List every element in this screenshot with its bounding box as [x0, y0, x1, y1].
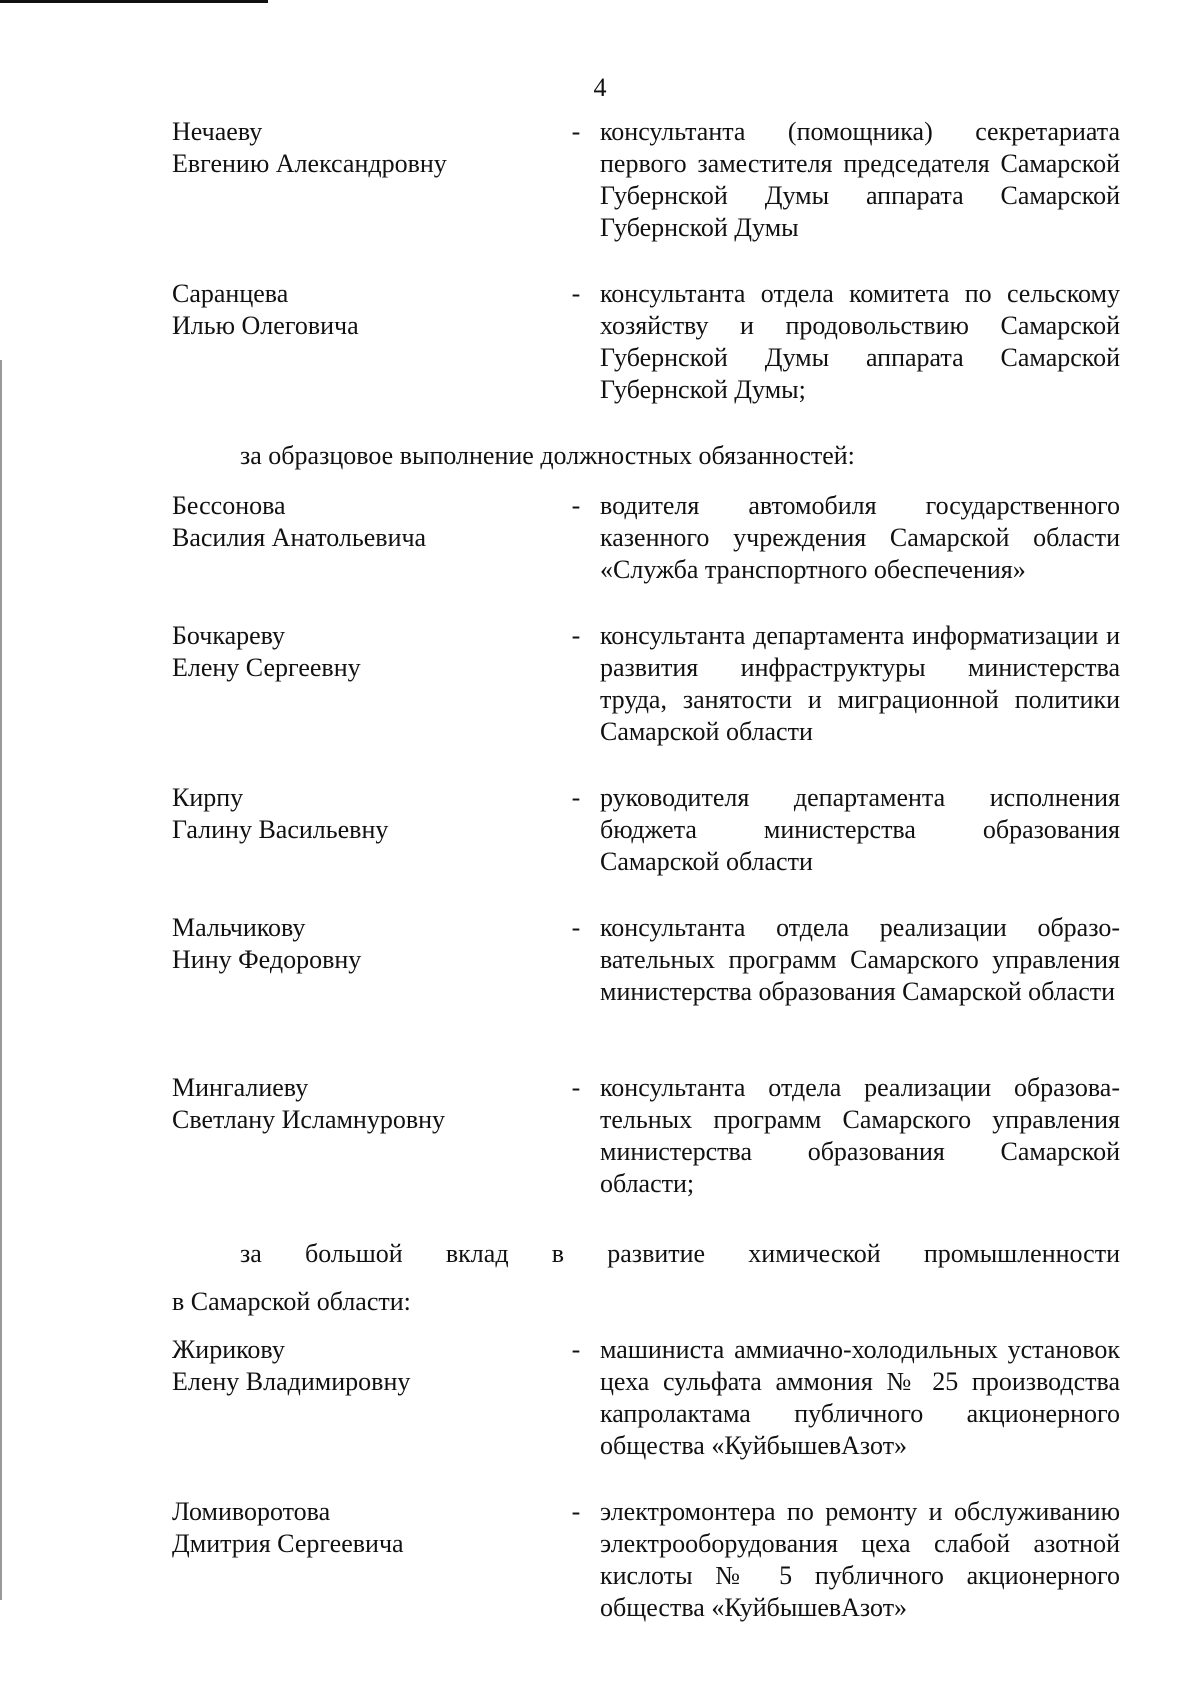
job-title: электромонтера по ремонту и обслуживанию электрооборудования цеха слабой азотной кислоты № 5 публичного акционерного общества «КуйбышевАзот» — [600, 1497, 1120, 1622]
given-names: Василия Анатольевича — [172, 523, 427, 552]
given-names: Дмитрия Сергеевича — [172, 1529, 404, 1558]
given-names: Галину Васильевну — [172, 815, 389, 844]
given-names: Светлану Исламнуровну — [172, 1105, 446, 1134]
person-name — [172, 1334, 552, 1398]
person-name — [172, 490, 552, 554]
surname: Саранцева — [172, 279, 289, 308]
job-title: руководителя департамента исполнения бюджета министерства образования Самарской области — [600, 783, 1120, 876]
entry-dash: - — [571, 783, 581, 812]
person-name — [172, 116, 552, 180]
surname: Жирикову — [172, 1335, 285, 1364]
job-title: консультанта отдела реализации образовательных программ Самарского управления министерства образования Самарской области — [600, 913, 1120, 1006]
person-name — [172, 1072, 552, 1136]
person-name — [172, 278, 552, 342]
job-title: машиниста аммиачно-холодильных установок цеха сульфата аммония № 25 производства капролактама публичного акционерного общества «КуйбышевАзот» — [600, 1335, 1120, 1460]
surname: Ломиворотова — [172, 1497, 331, 1526]
surname: Бессонова — [172, 491, 286, 520]
entry-dash: - — [571, 1335, 581, 1364]
award-category-heading: за большой вклад в развитие химической промышленности — [240, 1239, 1120, 1268]
surname: Кирпу — [172, 783, 244, 812]
surname: Нечаеву — [172, 117, 263, 146]
award-category-heading-continued: в Самарской области: — [172, 1287, 411, 1316]
job-title: водителя автомобиля государственного казенного учреждения Самарской области «Служба транспортного обеспечения» — [600, 491, 1120, 584]
person-name — [172, 1496, 552, 1560]
surname: Бочкареву — [172, 621, 286, 650]
entry-dash: - — [571, 621, 581, 650]
entry-dash: - — [571, 279, 581, 308]
entry-dash: - — [571, 117, 581, 146]
job-title: консультанта отдела комитета по сельскому хозяйству и продовольствию Самарской Губернской Думы аппарата Самарской Губернской Думы; — [600, 279, 1120, 404]
entry-dash: - — [571, 913, 581, 942]
given-names: Елену Владимировну — [172, 1367, 411, 1396]
left-border-line — [0, 360, 2, 1600]
award-category-heading: за образцовое выполнение должностных обязанностей: — [240, 441, 855, 470]
surname: Мальчикову — [172, 913, 306, 942]
job-title: консультанта (помощника) секретариата первого заместителя председателя Самарской Губернской Думы аппарата Самарской Губернской Думы — [600, 117, 1120, 242]
entry-dash: - — [571, 1497, 581, 1526]
given-names: Нину Федоровну — [172, 945, 362, 974]
entry-dash: - — [571, 1073, 581, 1102]
given-names: Елену Сергеевну — [172, 653, 361, 682]
person-name — [172, 782, 552, 846]
given-names: Евгению Александровну — [172, 149, 447, 178]
surname: Мингалиеву — [172, 1073, 309, 1102]
person-name — [172, 912, 552, 976]
person-name — [172, 620, 552, 684]
job-title: консультанта департамента информатизации и развития инфраструктуры министерства труда, занятости и миграционной политики Самарской области — [600, 621, 1120, 746]
entry-dash: - — [571, 491, 581, 520]
page-number: 4 — [593, 73, 607, 102]
top-border-line — [0, 0, 268, 3]
given-names: Илью Олеговича — [172, 311, 359, 340]
job-title: консультанта отдела реализации образовательных программ Самарского управления министерства образования Самарской области; — [600, 1073, 1120, 1198]
